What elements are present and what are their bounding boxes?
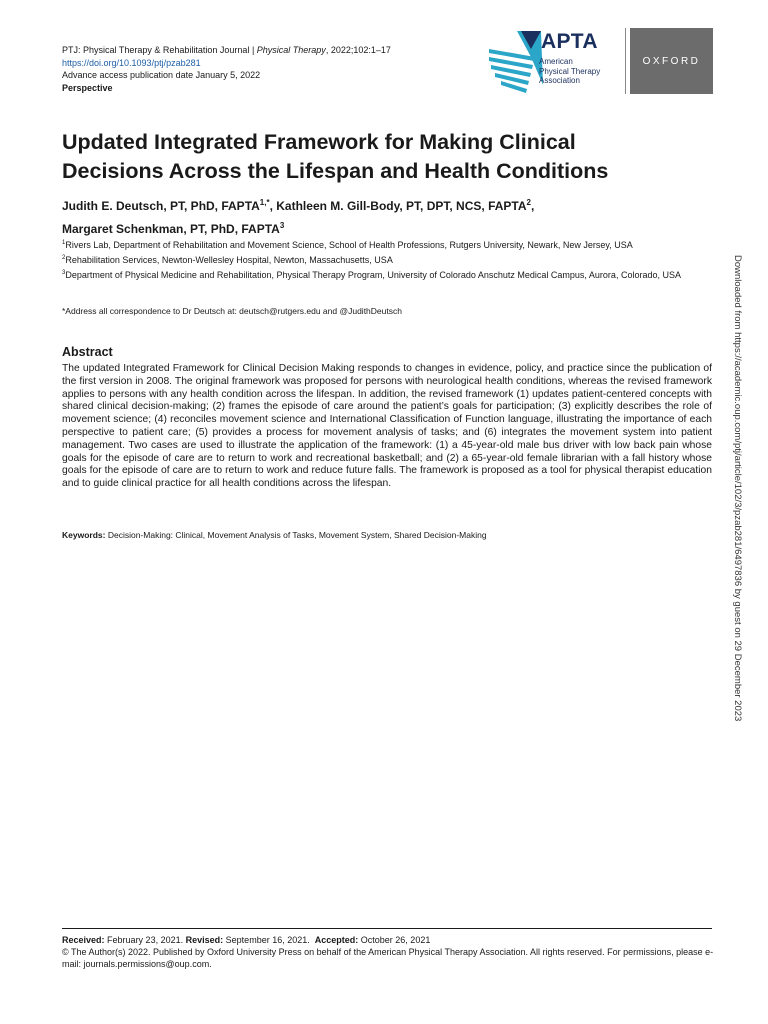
- oxford-logo: OXFORD: [630, 28, 713, 94]
- article-history: Received: February 23, 2021. Revised: September 16, 2021. Accepted: October 26, 2021: [62, 935, 431, 945]
- author-schenkman[interactable]: Margaret Schenkman, PT, PhD, FAPTA$^3$: [62, 221, 285, 236]
- journal-name-italic: Physical Therapy: [256, 45, 326, 55]
- copyright-notice: © The Author(s) 2022. Published by Oxford University Press on behalf of the American Physical Therapy Association. All rights reserved. For permissions, please e-mail: journals.permissions@oup.com.: [62, 947, 714, 969]
- accepted-date: October 26, 2021: [360, 935, 431, 945]
- affiliation-1: $^1$Rivers Lab, Department of Rehabilitation and Movement Science, School of Health Professions, Rutgers University, Newark, New Jersey, USA: [62, 240, 633, 250]
- affiliation-3: $^3$Department of Physical Medicine and Rehabilitation, Physical Therapy Program, University of Colorado Anschutz Medical Campus, Aurora, Colorado, USA: [62, 270, 681, 280]
- advance-access-date: Advance access publication date January 5, 2022: [62, 70, 261, 80]
- journal-header: [62, 44, 391, 94]
- footer-divider: [62, 928, 712, 929]
- correspondence-note: *Address all correspondence to Dr Deutsch at: deutsch@rutgers.edu and @JudithDeutsch: [62, 306, 402, 316]
- author-deutsch[interactable]: Judith E. Deutsch, PT, PhD, $FAPTA^{1,*}$: [62, 198, 270, 213]
- affiliations: [62, 238, 714, 283]
- logo-divider: [625, 28, 626, 94]
- keywords-label: Keywords:: [62, 530, 106, 540]
- revised-date: September 16, 2021.: [225, 935, 310, 945]
- journal-citation: , 2022;102:1–17: [325, 45, 391, 55]
- author-list: Judith E. Deutsch, PT, PhD, $FAPTA^{1,*}$, Kathleen M. Gill-Body, PT, DPT, NCS, FAPTA$^2$, Margaret Schenkman, PT, PhD, FAPTA$^3$: [62, 198, 535, 236]
- article-type: Perspective: [62, 82, 113, 93]
- apta-wordmark: APTA: [541, 30, 598, 53]
- received-date: February 23, 2021.: [107, 935, 184, 945]
- journal-citation-line: PTJ: Physical Therapy & Rehabilitation Journal | Physical Therapy, 2022;102:1–17: [62, 45, 391, 55]
- abstract-text: The updated Integrated Framework for Clinical Decision Making responds to changes in evidence, policy, and practice since the publication of the first version in 2008. The original framework was proposed for persons with neurological health conditions, whereas the revised framework applies to persons with any health condition across the lifespan. In addition, the revised framework (1) updates patient-centered concepts with shared clinical decision-making; (2) frames the episode of care around the patient’s goals for participation; (3) explicitly describes the role of movement science; (4) reconciles movement science and International Classification of Function language, illustrating the importance of each perspective to patient care; (5) provides a process for movement analysis of tasks; and (6) integrates the movement system into patient management. Two cases are used to illustrate the application of the framework: (1) a 45-year-old male bus driver with low back pain whose goals for the episode of care are to return to work and recreational basketball; and (2) a 65-year-old female librarian with a fall history whose goals for the episode of care are to return to work and reduce future falls. The framework is proposed as a tool for physical therapist education and to guide clinical practice for all health conditions across the lifespan.: [62, 363, 712, 490]
- doi-link[interactable]: https://doi.org/10.1093/ptj/pzab281: [62, 57, 201, 68]
- affiliation-2: $^2$Rehabilitation Services, Newton-Wellesley Hospital, Newton, Massachusetts, USA: [62, 255, 393, 265]
- keywords: [62, 530, 487, 540]
- article-title: Updated Integrated Framework for Making Clinical Decisions Across the Lifespan and Health Conditions: [62, 130, 609, 183]
- author-gill-body[interactable]: Kathleen M. Gill-Body, PT, DPT, NCS, FAPTA$^2$: [276, 198, 531, 213]
- keywords-list: Decision-Making: Clinical, Movement Analysis of Tasks, Movement System, Shared Decision-Making: [107, 530, 487, 540]
- article-dates-footer: [62, 934, 722, 970]
- download-watermark-text: Downloaded from https://academic.oup.com/ptj/article/102/3/pzab281/6497836 by guest on 29 December 2023: [732, 255, 743, 722]
- apta-full-name: American Physical Therapy Association: [539, 57, 601, 85]
- abstract-heading: Abstract: [62, 345, 113, 359]
- download-watermark: [731, 255, 745, 775]
- journal-name: PTJ: Physical Therapy & Rehabilitation Journal: [62, 45, 250, 55]
